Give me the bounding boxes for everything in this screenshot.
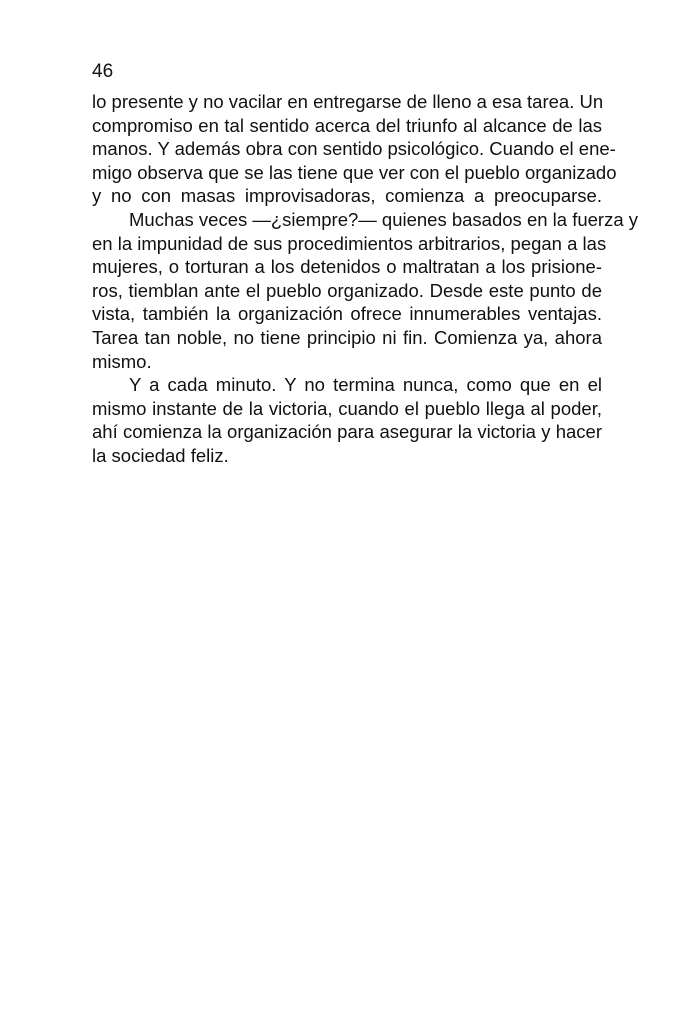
- text-line: y no con masas improvisadoras, comienza a preocuparse.: [92, 185, 602, 207]
- text-line: compromiso en tal sentido acerca del triunfo al alcance de las: [92, 114, 602, 136]
- text-line: en la impunidad de sus procedimientos arbitrarios, pegan a las: [92, 232, 607, 254]
- body-text: [92, 90, 639, 468]
- text-line: mismo instante de la victoria, cuando el pueblo llega al poder,: [92, 397, 602, 419]
- text-line: Muchas veces —¿siempre?— quienes basados en la fuerza y: [129, 208, 639, 230]
- paragraph: [92, 90, 617, 208]
- paragraph: [92, 208, 639, 373]
- text-line: la sociedad feliz.: [92, 444, 229, 466]
- text-line: mujeres, o torturan a los detenidos o maltratan a los prisione-: [92, 256, 602, 278]
- text-line: lo presente y no vacilar en entregarse de lleno a esa tarea. Un: [92, 91, 604, 112]
- text-line: manos. Y además obra con sentido psicológico. Cuando el ene-: [92, 138, 616, 160]
- text-line: ros, tiemblan ante el pueblo organizado. Desde este punto de: [92, 279, 602, 301]
- page-number: 46: [92, 61, 114, 82]
- text-line: Tarea tan noble, no tiene principio ni fin. Comienza ya, ahora: [92, 326, 602, 348]
- paragraph: [92, 373, 602, 467]
- text-line: vista, también la organización ofrece innumerables ventajas.: [92, 303, 602, 325]
- text-line: Y a cada minuto. Y no termina nunca, como que en el: [129, 374, 602, 396]
- text-line: migo observa que se las tiene que ver con el pueblo organizado: [92, 161, 617, 183]
- text-line: mismo.: [92, 350, 152, 372]
- text-line: ahí comienza la organización para asegurar la victoria y hacer: [92, 421, 602, 443]
